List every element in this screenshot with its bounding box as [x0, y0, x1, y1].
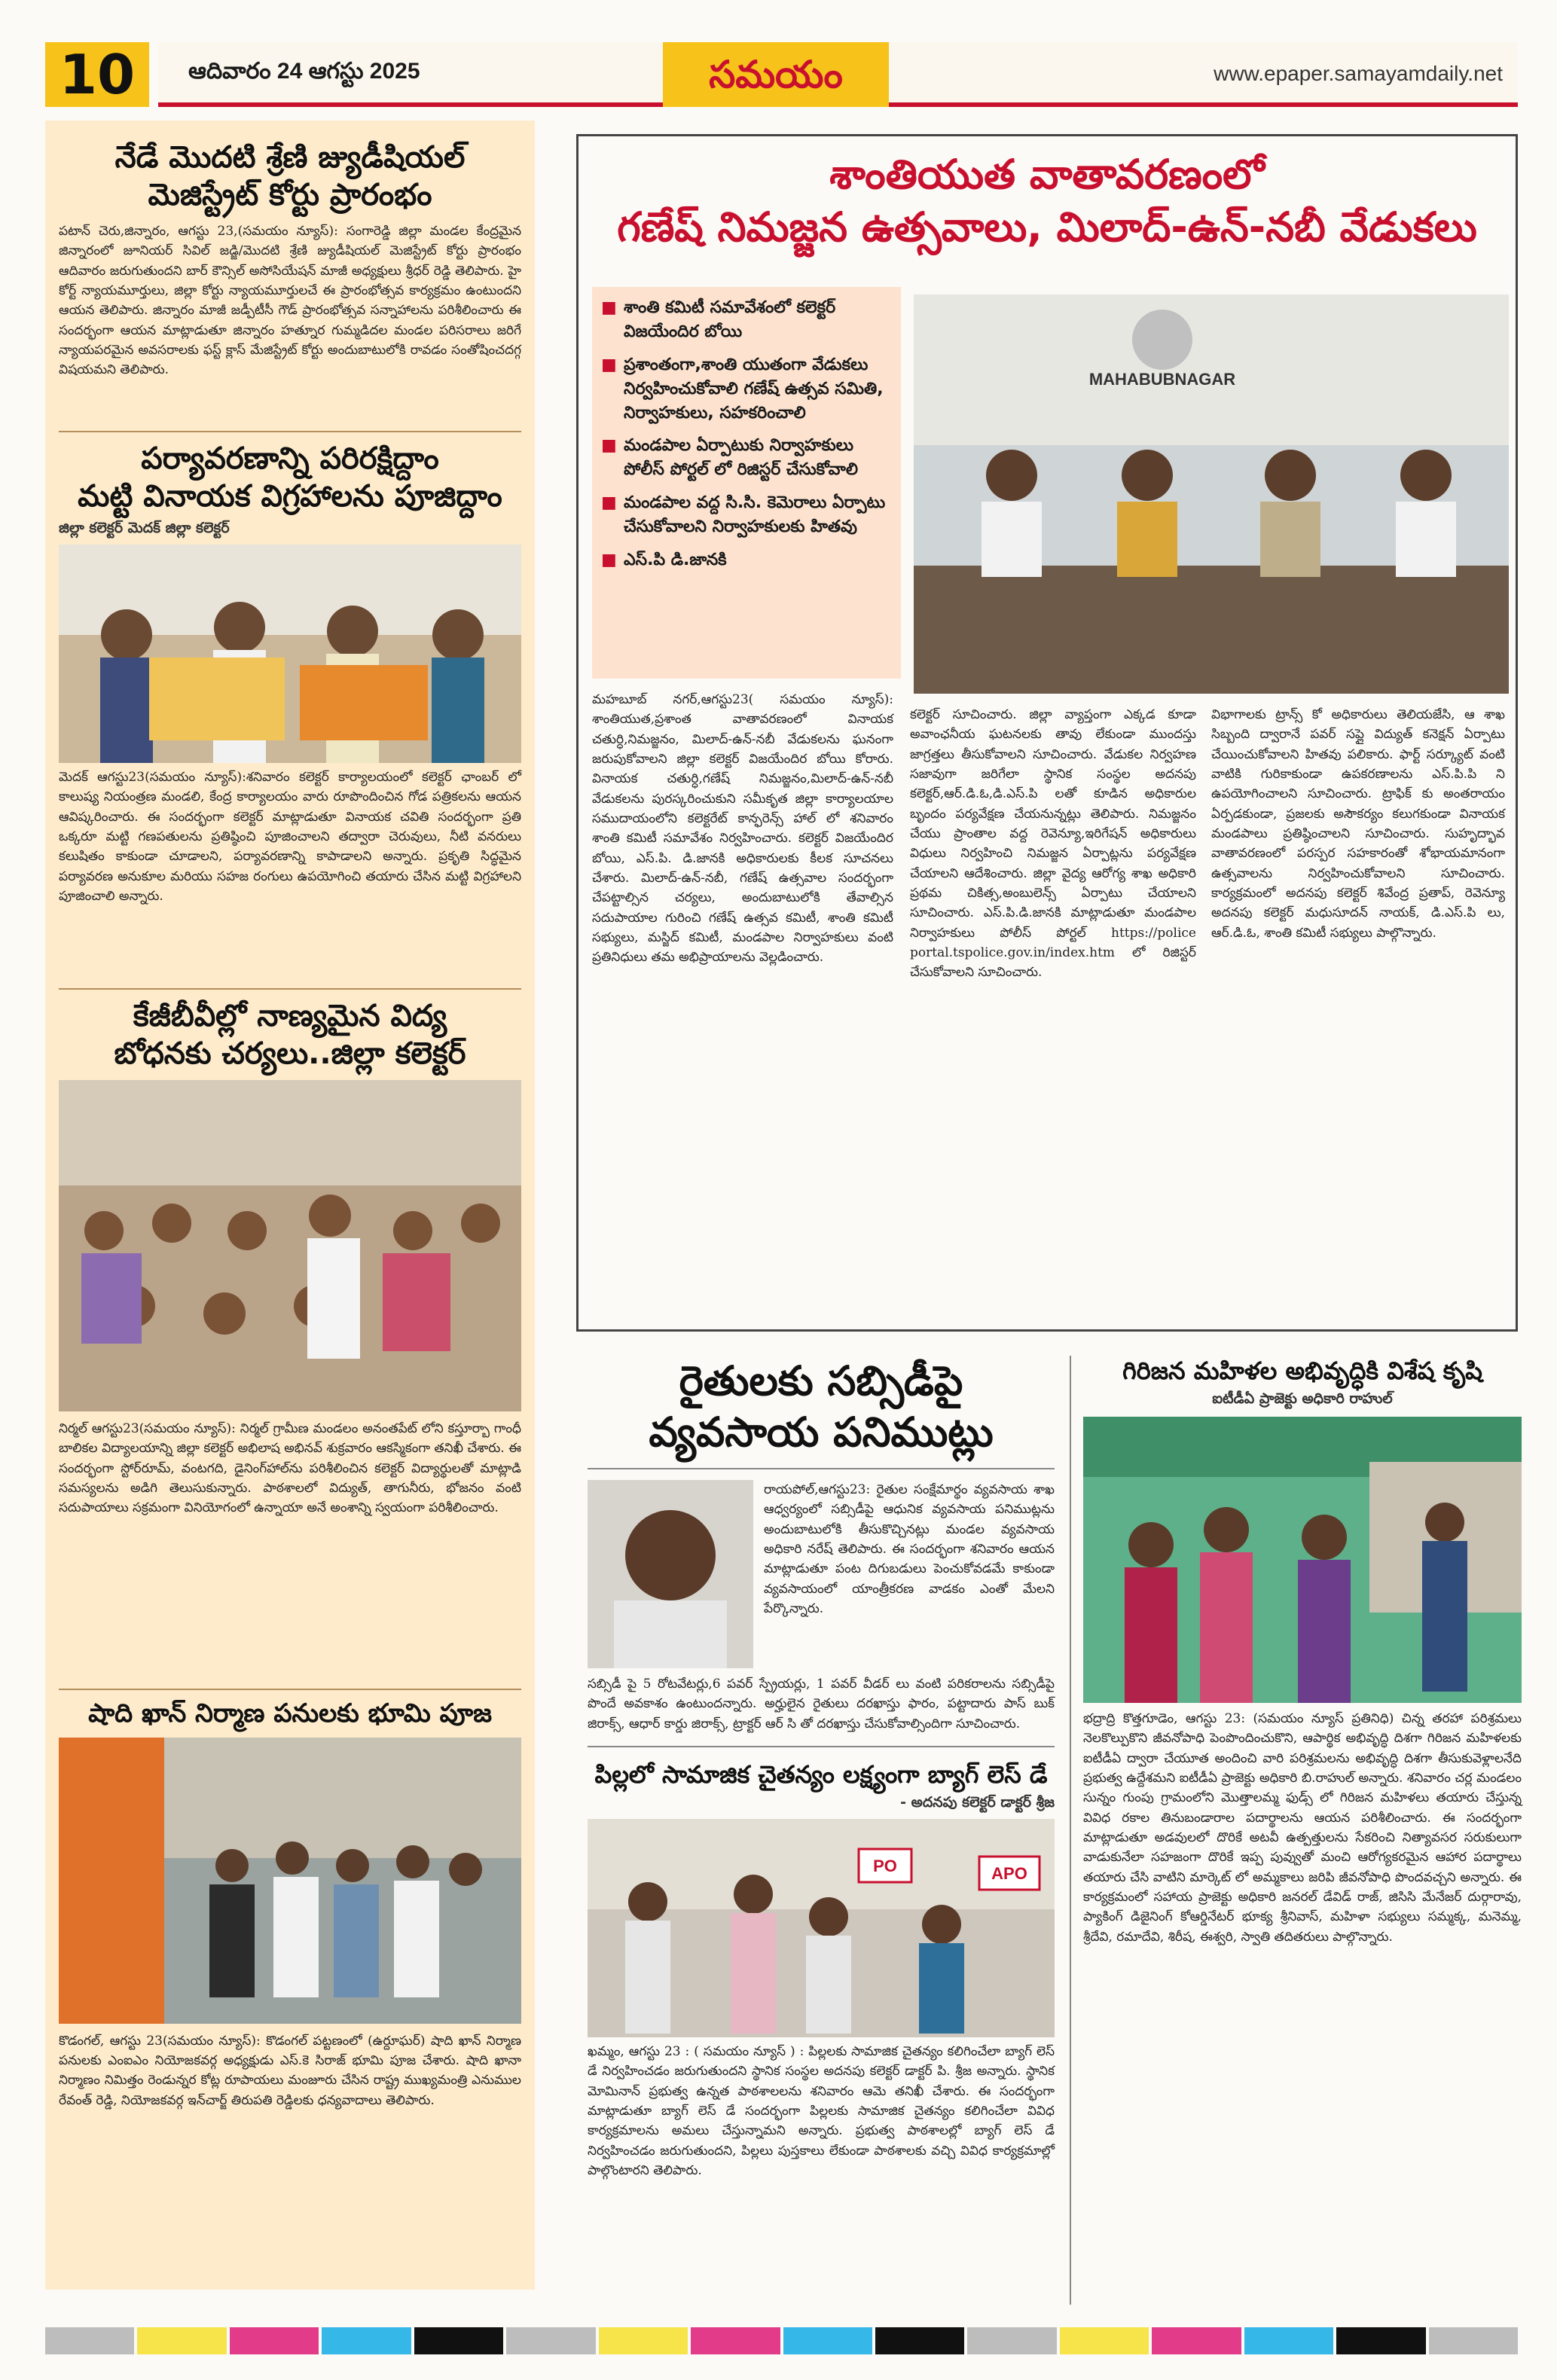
highlight-item: ■ మండపాల వద్ద సి.సి. కెమెరాలు ఏర్పాటు చేసుకోవాలని నిర్వాహకులకు హితవు: [601, 491, 892, 539]
reg-swatch: [45, 2327, 134, 2354]
reg-swatch: [1244, 2327, 1333, 2354]
reg-swatch: [1060, 2327, 1149, 2354]
reg-swatch: [1336, 2327, 1425, 2354]
reg-swatch: [414, 2327, 503, 2354]
page-header: [45, 42, 1518, 107]
headline: పర్యావరణాన్ని పరిరక్షిద్దాం: [141, 441, 439, 476]
sign-po: PO: [873, 1857, 897, 1876]
article-court: [59, 131, 521, 432]
headline: నేడే మొదటి శ్రేణి జ్యుడీషియల్: [114, 140, 466, 175]
article-body: కొడంగల్, ఆగస్టు 23(సమయం న్యూస్): కొడంగల్ పట్టణంలో (ఉర్దూఘర్) షాది ఖాన్ నిర్మాణ పనులకు ఎంఐఎం నియోజకవర్గ అధ్యక్షుడు ఎస్.కె సిరాజ్ భూమి పూజ చేశారు. షాది ఖానా నిర్మాణం నిమిత్తం రెండున్నర కోట్ల రూపాయలు మంజూరు చేసిన రాష్ట్ర ముఖ్యమంత్రి ఎనుముల రేవంత్ రెడ్డి, నియోజకవర్గ ఇన్‌చార్జ్ తిరుపతి రెడ్డిలకు ధన్యవాదాలు తెలిపారు.: [59, 2033, 521, 2108]
highlight-item: ■ మండపాల ఏర్పాటుకు నిర్వాహకులు పోలీస్ పోర్టల్ లో రిజిస్టర్ చేసుకోవాలి: [601, 434, 892, 482]
reg-swatch: [875, 2327, 964, 2354]
headline: కేజీబీవీల్లో నాణ్యమైన విద్య: [133, 999, 447, 1033]
reg-swatch: [967, 2327, 1056, 2354]
farm-content: [588, 1480, 1055, 1668]
masthead-logo: సమయం: [663, 42, 889, 107]
reg-swatch: [1152, 2327, 1241, 2354]
epaper-url[interactable]: www.epaper.samayamdaily.net: [1214, 62, 1503, 85]
photo-illustration: [914, 294, 1509, 694]
headline: రైతులకు సబ్సిడీపై: [679, 1357, 963, 1405]
article-body: పటాన్ చెరు,జిన్నారం, ఆగస్టు 23,(సమయం న్యూస్): సంగారెడ్డి జిల్లా మండల కేంద్రమైన జిన్నారంలో జూనియర్ సివిల్ జడ్జి/మొదటి శ్రేణి జ్యుడీషియల్ మెజిస్ట్రేట్ కోర్టు ప్రారంభం ఆదివారం జరుగుతుందని బార్ కౌన్సిల్ అసోసియేషన్ మాజీ అధ్యక్షులు శ్రీధర్ రెడ్డి తెలిపారు. హై కోర్ట్ న్యాయమూర్తులు, జిల్లా కోర్టు న్యాయమూర్తులచే ఈ ప్రారంభోత్సవ కార్యక్రమం ఉంటుందని ఆయన తెలిపారు. జిన్నారం మాజీ జడ్పీటీసీ గౌడ్ ప్రారంభోత్సవ సన్నాహాలను పరిశీలించారు ఈ సందర్భంగా ఆయన మాట్లాడుతూ జిన్నారం హత్నూర గుమ్మడిదల మండల పరిసరాలు జరిగే న్యాయపరమైన అవసరాలకు ఫస్ట్ క్లాస్ మేజిస్ట్రేట్ కోర్టు అందుబాటులోకి రావడం సంతోషించదగ్గ విషయమని తెలిపారు.: [59, 224, 521, 378]
reg-swatch: [506, 2327, 595, 2354]
main-headline-1: శాంతియుత వాతావరణంలో: [829, 151, 1265, 198]
main-headline-2: గణేష్ నిమజ్జన ఉత్సవాలు, మిలాద్-ఉన్-నబీ వేడుకలు: [617, 203, 1477, 252]
reg-swatch: [599, 2327, 688, 2354]
sign-apo: APO: [991, 1864, 1027, 1884]
color-registration-bar: [45, 2327, 1518, 2354]
divider: [588, 1746, 1055, 1747]
byline: జిల్లా కలెక్టర్ మెదక్ జిల్లా కలెక్టర్: [59, 520, 230, 536]
highlight-item: ■ ప్రశాంతంగా,శాంతి యుతంగా వేడుకలు నిర్వహించుకోవాలి గణేష్ ఉత్సవ సమితి, నిర్వాహకులు, సహకరించాలి: [601, 353, 892, 426]
main-col-2: కలెక్టర్ సూచించారు. జిల్లా వ్యాప్తంగా ఎక్కడ కూడా అవాంఛనీయ ఘటనలకు తావు లేకుండా ముందస్తు జాగ్రత్తలు తీసుకోవాలని సూచించారు. వేడుకల నిర్వహణ సజావుగా జరిగేలా స్థానిక సంస్థల అదనపు కలెక్టర్,ఆర్.డి.ఓ,డి.ఎస్.పి లతో కూడిన అధికారుల బృందం పర్యవేక్షణ చేయనున్నట్లు తెలిపారు. నిమజ్జనం చేయు ప్రాంతాల వద్ద రెవెన్యూ,ఇరిగేషన్ అధికారులు విధులు నిర్వహించి నిమజ్జన ఏర్పాట్లను పర్యవేక్షణ చేయాలని ఆదేశించారు. జిల్లా వైద్య ఆరోగ్య శాఖ అధికారి ప్రథమ చికిత్స,అంబులెన్స్ ఏర్పాటు చేయాలని సూచించారు. ఎస్.పి.డి.జానకి మాట్లాడుతూ మండపాల నిర్వాహకులు పోలీస్ పోర్టల్ https://police portal.tspolice.gov.in/index.htm లో రిజిస్టర్ చేసుకోవాలని సూచించారు.: [910, 707, 1196, 981]
article-body: ఖమ్మం, ఆగస్టు 23 : ( సమయం న్యూస్ ) : పిల్లలకు సామాజిక చైతన్యం కలిగించేలా బ్యాగ్ లెస్ డే నిర్వహించడం జరుగుతుందని స్థానిక సంస్థల అదనపు కలెక్టర్ డాక్టర్ పి. శ్రీజ అన్నారు. స్థానిక మోమినాన్ ప్రభుత్వ ఉన్నత పాఠశాలలను శనివారం ఆమె తనిఖీ చేశారు. ఈ సందర్భంగా మాట్లాడుతూ బ్యాగ్ లెస్ డే సందర్భంగా పిల్లలకు సామాజిక చైతన్యం కలిగించేలా వివిధ కార్యక్రమాలను అమలు చేస్తున్నామని అన్నారు. ప్రభుత్వ పాఠశాలల్లో బ్యాగ్ లెస్ డే నిర్వహించడం జరుగుతుందని, పిల్లలు పుస్తకాలు లేకుండా పాఠశాలకు వచ్చి వివిధ కార్యక్రమాల్లో పాల్గొంటారని తెలిపారు.: [588, 2044, 1055, 2179]
issue-date: ఆదివారం 24 ఆగస్టు 2025: [188, 59, 420, 84]
left-column: [45, 121, 535, 2290]
reg-swatch: [137, 2327, 226, 2354]
article-tribal-women: [1070, 1356, 1522, 2305]
main-col-1: మహబూబ్ నగర్,ఆగస్టు23( సమయం న్యూస్): శాంతియుత,ప్రశాంత వాతావరణంలో వినాయక చతుర్ధి,నిమజ్జనం, మిలాద్-ఉన్-నబీ వేడుకలను ఘనంగా జరుపుకోవాలని జిల్లా కలెక్టర్ విజయేందిర బోయి కోరారు. వినాయక చతుర్ధి,గణేష్ నిమజ్జనం,మిలాద్-ఉన్-నబీ వేడుకలను పురస్కరించుకుని సమీకృత జిల్లా కార్యాలయాల సముదాయంలోని కలెక్టరేట్ కాన్ఫరెన్స్ హాల్ లో శనివారం శాంతి కమిటీ సమావేశం నిర్వహించారు. కలెక్టర్ విజయేందిర బోయి, ఎస్.పి. డి.జానకి అధికారులకు కీలక సూచనలు చేశారు. మిలాద్-ఉన్-నబీ, గణేష్ ఉత్సవాల సందర్భంగా చేపట్టాల్సిన చర్యలు, అందుబాటులోకి తేవాల్సిన సదుపాయాల గురించి గణేష్ ఉత్సవ కమిటీ, శాంతి కమిటీ సభ్యులు, మస్జిద్ కమిటీ, మండపాల నిర్వాహకులు వంటి ప్రతినిధులు తమ అభిప్రాయాలను వెల్లడించారు.: [592, 692, 893, 966]
article-body: మెదక్ ఆగస్టు23(సమయం న్యూస్):శనివారం కలెక్టర్ కార్యాలయంలో కలెక్టర్ ఛాంబర్ లో కాలుష్య నియంత్రణ మండలి, కేంద్ర కార్యాలయం వారు రూపొందించిన గోడ పత్రికలను ఆయన ఆవిష్కరించారు. ఈ సందర్భంగా కలెక్టర్ మాట్లాడుతూ వినాయక చవితి సందర్భంగా ప్రతి ఒక్కరూ మట్టి గణపతులను ప్రతిష్ఠించి పూజించాలని తద్వారా చెరువులు, నీటి వనరులు కలుషితం కాకుండా చూడాలని, పర్యావరణాన్ని కాపాడాలని అన్నారు. ప్రకృతి సిద్ధమైన పర్యావరణ అనుకూల మరియు సహజ రంగులు ఉపయోగించి తయారు చేసిన మట్టి విగ్రహాలని పూజించాలి అన్నారు.: [59, 770, 521, 905]
byline: - అదనపు కలెక్టర్ డాక్టర్ శ్రీజ: [900, 1794, 1055, 1811]
photo-school-visit: [59, 1080, 521, 1411]
reg-swatch: [1429, 2327, 1518, 2354]
headline: మట్టి వినాయక విగ్రహాలను పూజిద్దాం: [78, 479, 502, 514]
photo-foundation: [59, 1738, 521, 2024]
photo-peace-committee-meeting: [914, 294, 1509, 694]
photo-illustration: [59, 1738, 521, 2024]
reg-swatch: [230, 2327, 319, 2354]
photo-illustration: [1083, 1417, 1522, 1703]
article-body: భద్రాద్రి కొత్తగూడెం, ఆగస్టు 23: (సమయం న్యూస్ ప్రతినిధి) చిన్న తరహా పరిశ్రమలు నెలకొల్పుకొని జీవనోపాధి పెంపొందించుకొని, ఆపార్థిక అభివృద్ధి దిశగా గిరిజన మహిళలకు ఐటీడీఏ ద్వారా చేయూత అందించి వారి పరిశ్రమలను అభివృద్ధి దిశగా తీసుకువెళ్లాలనేది ప్రభుత్వ ఉద్దేశమని ఐటీడీఏ ప్రాజెక్టు అధికారి బి.రాహుల్ అన్నారు. శనివారం చర్ల మండలం సున్నం గుంపు గ్రామంలోని మొత్తాలమ్మ ఫుడ్స్ లో గిరిజన మహిళలు తయారు చేస్తున్న వివిధ రకాల తినుబండారాల పదార్థాలను ఆయన పరిశీలించారు. ఈ సందర్భంగా మాట్లాడుతూ అడవులలో దొరికే అటవీ ఉత్పత్తులను సేకరించి నిత్యావసర సరుకులుగా వాడుకునేలా సహజంగా దొరికే ఇప్ప పువ్వుతో మంచి ఆరోగ్యకరమైన ఆహార పదార్థాలు తయారు చేసి వాటిని మార్కెట్ లో అమ్మకాలు జరిపి జీవనోపాధి పొందవచ్చని అన్నారు. ఈ కార్యక్రమంలో సహాయ ప్రాజెక్టు అధికారి జనరల్ డేవిడ్ రాజ్, జిసిసి మేనేజర్ దుర్గారావు, ప్యాకింగ్ డిజైనింగ్ కోఆర్డినేటర్ భూక్య శ్రీనివాస్, మహిళా సభ్యులు సమ్మక్క, మనెమ్మ, శ్రీదేవి, రమాదేవి, శిరీష, ఈశ్వరి, స్వాతి తదితరులు పాల్గొన్నారు.: [1083, 1711, 1522, 1945]
headline-bagless: పిల్లలో సామాజిక చైతన్యం లక్ష్యంగా బ్యాగ్ లెస్ డే: [594, 1760, 1048, 1790]
main-article-ganesh: [576, 134, 1518, 1332]
photo-officer: [588, 1480, 753, 1668]
byline: ఐటీడీఏ ప్రాజెక్టు అధికారి రాహుల్: [1212, 1390, 1393, 1407]
article-kgbv: [59, 990, 521, 1690]
article-body: నిర్మల్ ఆగస్టు23(సమయం న్యూస్): నిర్మల్ గ్రామీణ మండలం అనంతపేట్ లోని కస్తూర్బా గాంధీ బాలికల విద్యాలయాన్ని జిల్లా కలెక్టర్ అభిలాష అభినవ్ శుక్రవారం ఆకస్మికంగా తనిఖీ చేశారు. ఈ సందర్భంగా స్టోర్‌రూమ్, వంటగది, డైనింగ్‌హాల్‌ను పరిశీలించిన కలెక్టర్ విద్యార్థులతో మాట్లాడి సమస్యలను అడిగి తెలుసుకున్నారు. పాఠశాలలో విద్యుత్, తాగునీరు, భోజనం వంటి సదుపాయాలు సక్రమంగా వినియోగంలో ఉన్నాయా అనే అంశాన్ని స్వయంగా పరిశీలించారు.: [59, 1421, 521, 1516]
article-body: సబ్సిడీ పై 5 రోటవేటర్లు,6 పవర్ స్ప్రేయర్లు, 1 పవర్ వీడర్ లు వంటి పరికరాలను సబ్సిడీపై పొందే అవకాశం ఉంటుందన్నారు. అర్హులైన రైతులు దరఖాస్తు ఫారం, పట్టాదారు పాస్ బుక్ జిరాక్స్, ఆధార్ కార్డు జిరాక్స్, ట్రాక్టర్ ఆర్ సి తో దరఖాస్తు చేసుకోవాల్సిందిగా సూచించారు.: [588, 1677, 1055, 1732]
highlight-item: ■ శాంతి కమిటీ సమావేశంలో కలెక్టర్ విజయేందిర బోయి: [601, 296, 892, 344]
reg-swatch: [322, 2327, 411, 2354]
photo-illustration: [59, 1080, 521, 1411]
headline: గిరిజన మహిళల అభివృద్ధికి విశేష కృషి: [1122, 1356, 1482, 1385]
photo-poster-release: [59, 545, 521, 763]
photo-illustration: [588, 1480, 753, 1668]
photo-bagless-day: [588, 1819, 1055, 2037]
article-shadi-khana: [59, 1690, 521, 2263]
main-col-3: విభాగాలకు ట్రాన్స్ కో అధికారులు తెలియజేసి, ఆ శాఖ సిబ్బంది ద్వారానే పవర్ సప్లై విద్యుత్ కనెక్షన్ ఏర్పాటు చేయించుకోవాలని హితవు పలికారు. ఫార్ట్ సర్క్యూట్ వంటి వాటికి గురికాకుండా ఉపకరణాలను ఎస్.పి.పి ని ఉపయోగించాలని సూచించారు. ట్రాఫిక్ కు అంతరాయం ఏర్పడకుండా, ప్రజలకు అసౌకర్యం కలుగకుండా వినాయక మండపాలు ప్రతిష్ఠించాలని సూచించారు. సుహృద్భావ వాతావరణంలో పరస్పర సహకారంతో శోభాయమానంగా ఉత్సవాలను నిర్వహించుకోవాలని సూచించారు. కార్యక్రమంలో అదనపు కలెక్టర్ శివేంద్ర ప్రతాప్, రెవెన్యూ అదనపు కలెక్టర్ మధుసూదన్ నాయక్, డి.ఎస్.పి లు, ఆర్.డి.ఓ, శాంతి కమిటీ సభ్యులు పాల్గొన్నారు.: [1211, 707, 1505, 941]
highlights-box: [592, 287, 901, 679]
photo-illustration: [588, 1819, 1055, 2037]
article-body: రాయపోల్,ఆగస్టు23: రైతుల సంక్షేమార్థం వ్యవసాయ శాఖ ఆధ్వర్యంలో సబ్సిడీపై ఆధునిక వ్యవసాయ పనిముట్లను అందుబాటులోకి తీసుకొచ్చినట్లు మండల వ్యవసాయ అధికారి నరేష్ తెలిపారు. ఈ సందర్భంగా శనివారం ఆయన మాట్లాడుతూ పంట దిగుబడులు పెంచుకోవడమే కాకుండా వ్యవసాయంలో యాంత్రీకరణ వాడకం ఎంతో మేలని పేర్కొన్నారు.: [764, 1482, 1055, 1617]
headline: బోధనకు చర్యలు..జిల్లా కలెక్టర్: [114, 1036, 466, 1071]
page-number: 10: [45, 42, 149, 107]
highlight-item: ■ ఎస్.పి డి.జానకి: [601, 548, 892, 572]
photo-food-unit: [1083, 1417, 1522, 1703]
headline: షాది ఖాన్ నిర్మాణ పనులకు భూమి పూజ: [88, 1698, 492, 1729]
reg-swatch: [691, 2327, 780, 2354]
article-clay-ganesh: [59, 432, 521, 990]
divider: [588, 1468, 1055, 1469]
headline: మెజిస్ట్రేట్ కోర్టు ప్రారంభం: [148, 178, 432, 212]
headline: వ్యవసాయ పనిముట్లు: [649, 1408, 994, 1456]
article-farm-tools: [588, 1356, 1055, 2305]
reg-swatch: [783, 2327, 872, 2354]
photo-banner-text: MAHABUBNAGAR: [1088, 370, 1236, 389]
photo-illustration: [59, 545, 521, 763]
